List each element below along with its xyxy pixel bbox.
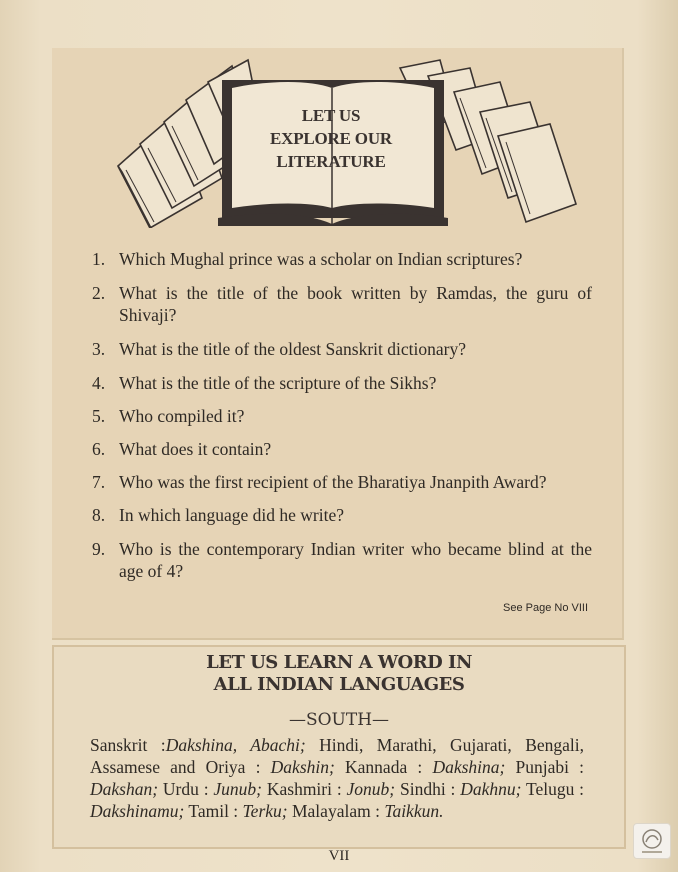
- translation-word: Dakshina;: [432, 757, 506, 777]
- question-item: [92, 405, 592, 427]
- question-text: Who is the contemporary Indian writer who became blind at the age of 4?: [119, 539, 592, 581]
- book-title: [236, 104, 426, 173]
- question-number: 3.: [92, 339, 106, 359]
- question-number: 5.: [92, 406, 106, 426]
- question-text: What is the title of the scripture of the Sikhs?: [119, 373, 437, 393]
- translation-word: Dakshin;: [270, 757, 335, 777]
- question-list: [92, 248, 592, 582]
- question-item: [92, 338, 592, 360]
- translation-word: Dakshinamu;: [90, 801, 185, 821]
- language-name: Urdu :: [162, 779, 209, 799]
- translation-word: Dakhnu;: [460, 779, 522, 799]
- translation-word: Dakshina, Abachi;: [165, 735, 306, 755]
- question-number: 1.: [92, 249, 106, 269]
- watermark-logo-icon: [633, 823, 671, 859]
- question-text: Which Mughal prince was a scholar on Indian scriptures?: [119, 249, 523, 269]
- question-item: [92, 538, 592, 582]
- translation-word: Jonub;: [346, 779, 396, 799]
- question-text: In which language did he write?: [119, 505, 344, 525]
- question-text: Who compiled it?: [119, 406, 245, 426]
- translation-word: Dakshan;: [90, 779, 159, 799]
- translation-word: Terku;: [242, 801, 288, 821]
- book-title-line-2: EXPLORE OUR: [269, 129, 392, 148]
- question-item: [92, 372, 592, 394]
- language-heading-line-1: LET US LEARN A WORD IN: [206, 652, 472, 673]
- question-item: [92, 438, 592, 460]
- language-heading: [52, 652, 626, 696]
- language-name: Tamil :: [188, 801, 239, 821]
- language-heading-line-2: ALL INDIAN LANGUAGES: [213, 674, 465, 695]
- see-page-note: See Page No VIII: [503, 602, 588, 614]
- language-name: Punjabi :: [515, 757, 585, 777]
- question-number: 9.: [92, 539, 106, 559]
- language-name: Kannada :: [345, 757, 423, 777]
- language-name: Hindi, Marathi, Gujarati, Bengali, Assamese and Oriya :: [90, 735, 584, 777]
- question-number: 4.: [92, 373, 106, 393]
- question-item: [92, 248, 592, 270]
- language-translations: [90, 734, 584, 822]
- language-name: Telugu :: [526, 779, 585, 799]
- translation-word: Junub;: [213, 779, 263, 799]
- translation-word: Taikkun.: [384, 801, 444, 821]
- language-name: Sindhi :: [399, 779, 456, 799]
- language-word: —SOUTH—: [288, 710, 390, 730]
- question-number: 7.: [92, 472, 106, 492]
- book-title-line-1: LET US: [301, 106, 361, 125]
- question-text: What is the title of the book written by Ramdas, the guru of Shivaji?: [119, 283, 592, 325]
- question-number: 2.: [92, 283, 106, 303]
- language-name: Sanskrit :: [90, 735, 166, 755]
- question-item: [92, 471, 592, 493]
- question-text: What is the title of the oldest Sanskrit dictionary?: [119, 339, 467, 359]
- question-text: Who was the first recipient of the Bharatiya Jnanpith Award?: [119, 472, 547, 492]
- language-name: Malayalam :: [291, 801, 380, 821]
- question-number: 6.: [92, 439, 106, 459]
- question-item: [92, 282, 592, 326]
- question-number: 8.: [92, 505, 106, 525]
- question-item: [92, 504, 592, 526]
- question-text: What does it contain?: [119, 439, 272, 459]
- page-number: VII: [328, 848, 350, 864]
- language-name: Kashmiri :: [266, 779, 342, 799]
- book-title-line-3: LITERATURE: [276, 152, 386, 171]
